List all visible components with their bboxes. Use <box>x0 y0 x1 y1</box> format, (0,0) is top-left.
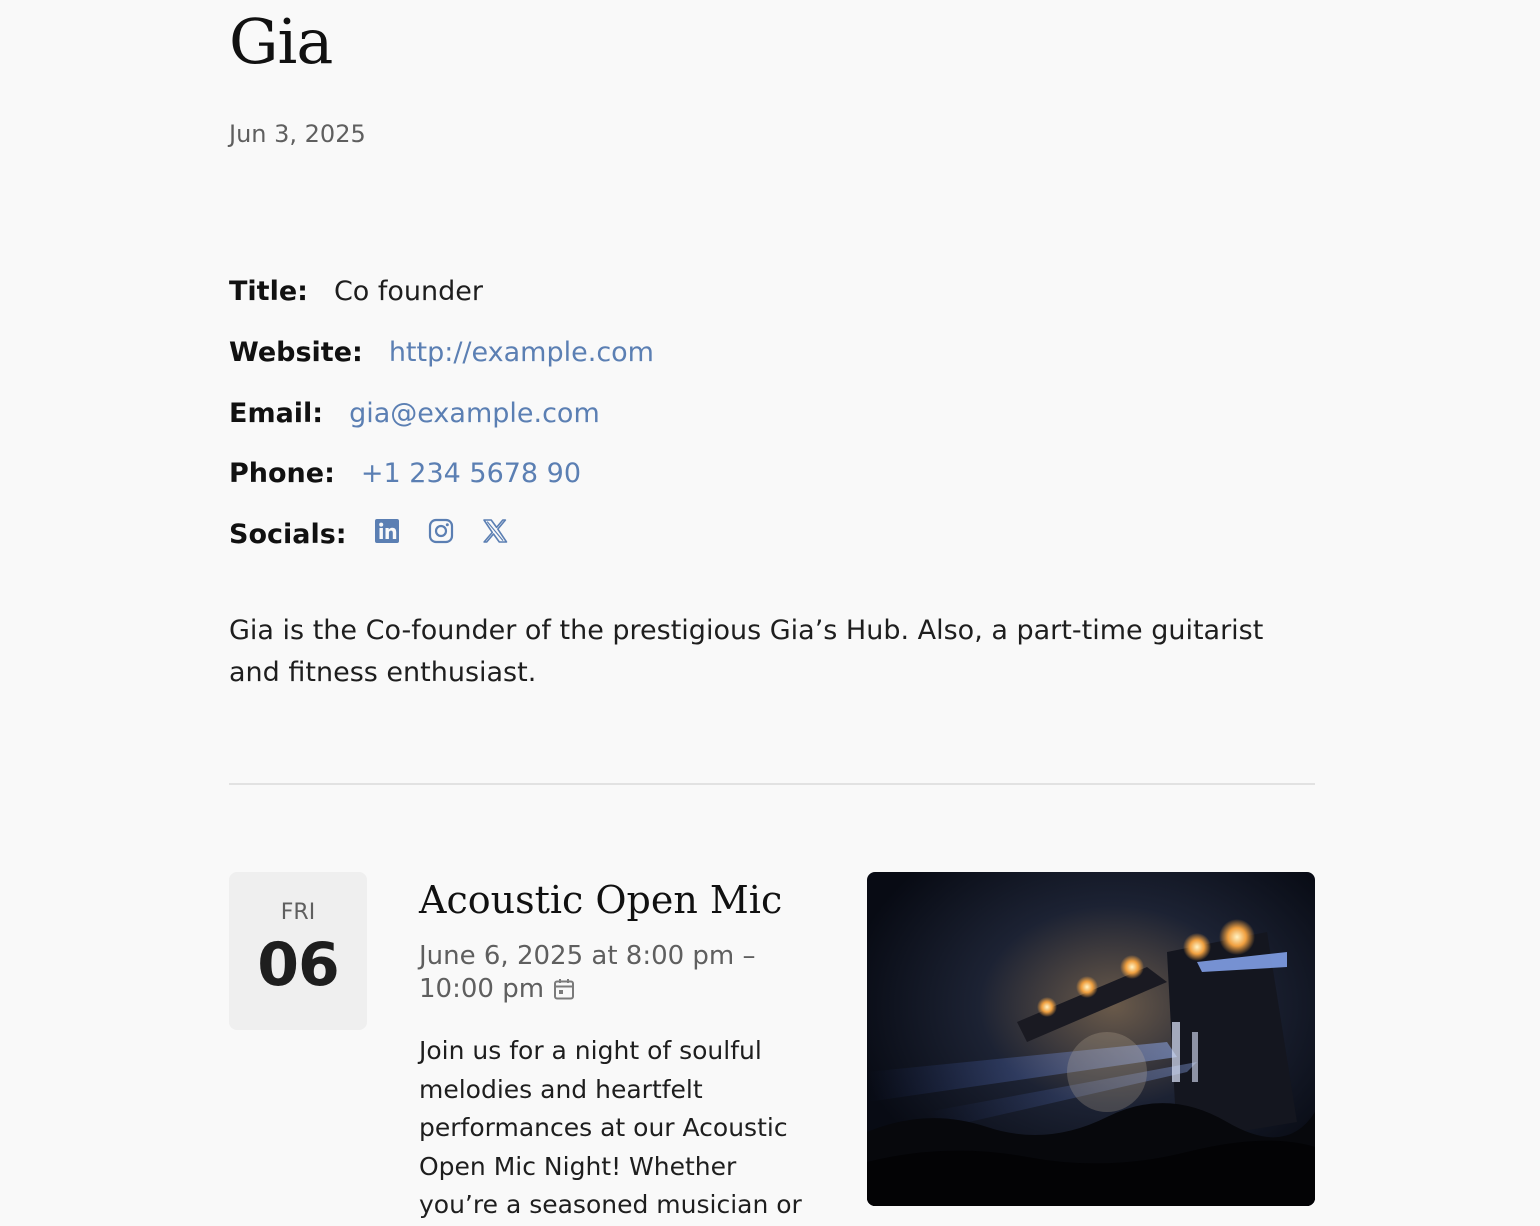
event-time-start: June 6, 2025 at 8:00 pm – <box>419 941 756 971</box>
event-time-end: 10:00 pm <box>419 974 545 1004</box>
phone-label: Phone: <box>229 458 335 489</box>
page-title: Gia <box>229 5 333 78</box>
title-label: Title: <box>229 276 308 307</box>
post-date: Jun 3, 2025 <box>229 120 366 148</box>
section-divider <box>229 783 1315 785</box>
title-value: Co founder <box>333 276 484 307</box>
linkedin-icon[interactable] <box>373 517 401 545</box>
website-row <box>229 335 654 371</box>
event-title-link[interactable]: Acoustic Open Mic <box>419 878 783 922</box>
socials-row <box>229 517 509 553</box>
author-bio: Gia is the Co-founder of the prestigious Gia’s Hub. Also, a part-time guitarist and fitness enthusiast. <box>229 615 1264 688</box>
title-row <box>229 274 483 310</box>
concert-image <box>867 872 1315 1206</box>
event-day-number: 06 <box>257 930 339 1000</box>
calendar-icon[interactable] <box>552 977 576 1001</box>
socials-label: Socials: <box>229 519 347 550</box>
event-time <box>419 940 799 1006</box>
website-label: Website: <box>229 337 363 368</box>
event-description: Join us for a night of soulful melodies and heartfelt performances at our Acoustic Open Mic Night! Whether you’re a seasoned musician or <box>419 1036 802 1220</box>
instagram-icon[interactable] <box>427 517 455 545</box>
x-icon[interactable] <box>481 517 509 545</box>
event-date-badge <box>229 872 367 1030</box>
socials-icons <box>373 517 509 545</box>
website-link[interactable]: http://example.com <box>388 337 654 368</box>
email-label: Email: <box>229 398 324 429</box>
phone-row <box>229 456 581 492</box>
event-weekday: FRI <box>280 900 316 925</box>
email-link[interactable]: gia@example.com <box>349 398 600 429</box>
event-image[interactable] <box>867 872 1315 1206</box>
phone-link[interactable]: +1 234 5678 90 <box>360 458 582 489</box>
email-row <box>229 396 600 432</box>
